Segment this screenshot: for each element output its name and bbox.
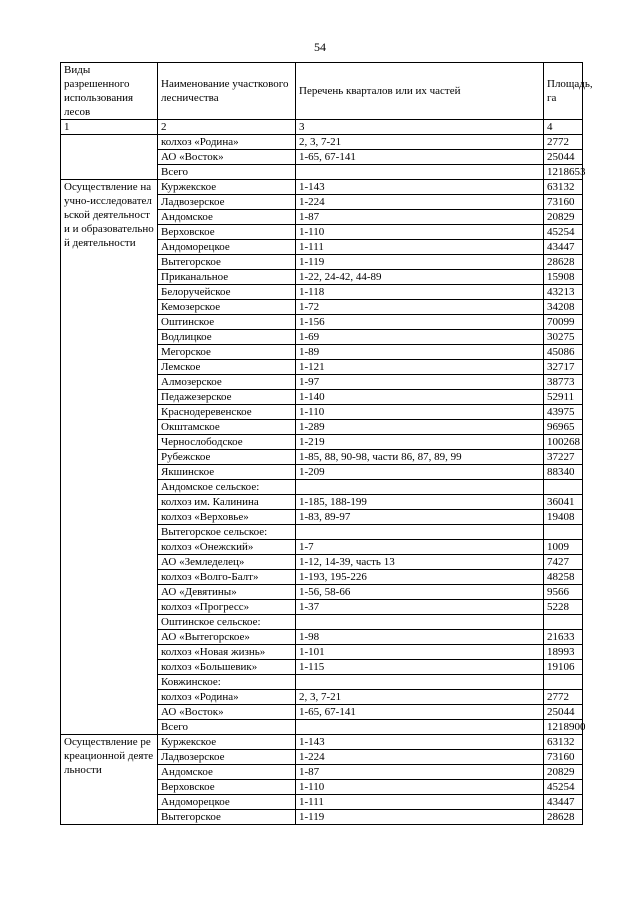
area-cell: 30275	[544, 330, 583, 345]
area-cell: 37227	[544, 450, 583, 465]
area-cell: 43447	[544, 795, 583, 810]
district-cell: Верховское	[158, 780, 296, 795]
district-cell: Всего	[158, 165, 296, 180]
quarters-cell	[296, 675, 544, 690]
quarters-cell: 1-85, 88, 90-98, части 86, 87, 89, 99	[296, 450, 544, 465]
district-cell: колхоз «Прогресс»	[158, 600, 296, 615]
quarters-cell: 1-83, 89-97	[296, 510, 544, 525]
area-cell: 43213	[544, 285, 583, 300]
quarters-cell	[296, 165, 544, 180]
table-row	[61, 735, 583, 750]
area-cell	[544, 525, 583, 540]
area-cell: 73160	[544, 750, 583, 765]
district-cell: Куржекское	[158, 735, 296, 750]
district-cell: колхоз «Новая жизнь»	[158, 645, 296, 660]
header-quarters: Перечень кварталов или их частей	[296, 63, 544, 120]
district-cell: колхоз «Волго-Балт»	[158, 570, 296, 585]
area-cell: 1009	[544, 540, 583, 555]
quarters-cell: 1-65, 67-141	[296, 705, 544, 720]
district-cell: Рубежское	[158, 450, 296, 465]
quarters-cell: 1-110	[296, 225, 544, 240]
quarters-cell: 2, 3, 7-21	[296, 135, 544, 150]
quarters-cell: 1-156	[296, 315, 544, 330]
quarters-cell: 1-224	[296, 750, 544, 765]
area-cell: 21633	[544, 630, 583, 645]
quarters-cell: 1-115	[296, 660, 544, 675]
district-cell: Верховское	[158, 225, 296, 240]
quarters-cell: 1-87	[296, 765, 544, 780]
quarters-cell: 1-121	[296, 360, 544, 375]
quarters-cell: 1-193, 195-226	[296, 570, 544, 585]
area-cell: 96965	[544, 420, 583, 435]
area-cell: 25044	[544, 150, 583, 165]
use-type-cell	[61, 135, 158, 180]
area-cell: 1218653	[544, 165, 583, 180]
district-cell: Оштинское сельское:	[158, 615, 296, 630]
district-cell: колхоз «Родина»	[158, 135, 296, 150]
area-cell: 32717	[544, 360, 583, 375]
area-cell: 25044	[544, 705, 583, 720]
area-cell: 9566	[544, 585, 583, 600]
area-cell: 45254	[544, 780, 583, 795]
quarters-cell: 1-7	[296, 540, 544, 555]
area-cell: 70099	[544, 315, 583, 330]
area-cell: 52911	[544, 390, 583, 405]
district-cell: колхоз «Большевик»	[158, 660, 296, 675]
area-cell: 45086	[544, 345, 583, 360]
district-cell: Вытегорское сельское:	[158, 525, 296, 540]
column-number: 2	[158, 120, 296, 135]
use-type-cell: Осуществление научно-исследовательской деятельности и образовательной деятельности	[61, 180, 158, 735]
quarters-cell: 1-111	[296, 240, 544, 255]
district-cell: Андоморецкое	[158, 240, 296, 255]
district-cell: Водлицкое	[158, 330, 296, 345]
district-cell: Окштамское	[158, 420, 296, 435]
district-cell: Чернослободское	[158, 435, 296, 450]
district-cell: Андомское	[158, 210, 296, 225]
table-header-row	[61, 63, 583, 120]
quarters-cell: 1-98	[296, 630, 544, 645]
district-cell: колхоз «Онежский»	[158, 540, 296, 555]
column-number: 1	[61, 120, 158, 135]
district-cell: АО «Вытегорское»	[158, 630, 296, 645]
district-cell: колхоз «Родина»	[158, 690, 296, 705]
area-cell: 19106	[544, 660, 583, 675]
quarters-cell: 1-111	[296, 795, 544, 810]
district-cell: Ковжинское:	[158, 675, 296, 690]
quarters-cell	[296, 720, 544, 735]
quarters-cell: 1-140	[296, 390, 544, 405]
district-cell: колхоз им. Калинина	[158, 495, 296, 510]
quarters-cell: 1-119	[296, 810, 544, 825]
area-cell	[544, 480, 583, 495]
quarters-cell: 1-22, 24-42, 44-89	[296, 270, 544, 285]
area-cell: 5228	[544, 600, 583, 615]
district-cell: Белоручейское	[158, 285, 296, 300]
district-cell: Андоморецкое	[158, 795, 296, 810]
area-cell: 36041	[544, 495, 583, 510]
district-cell: Андомское сельское:	[158, 480, 296, 495]
area-cell: 18993	[544, 645, 583, 660]
district-cell: Алмозерское	[158, 375, 296, 390]
quarters-cell: 1-72	[296, 300, 544, 315]
district-cell: Ладвозерское	[158, 195, 296, 210]
district-cell: Куржекское	[158, 180, 296, 195]
quarters-cell	[296, 615, 544, 630]
area-cell: 1218900	[544, 720, 583, 735]
quarters-cell	[296, 480, 544, 495]
column-number: 4	[544, 120, 583, 135]
quarters-cell: 1-143	[296, 735, 544, 750]
quarters-cell: 1-87	[296, 210, 544, 225]
district-cell: АО «Земледелец»	[158, 555, 296, 570]
quarters-cell: 1-37	[296, 600, 544, 615]
quarters-cell: 1-12, 14-39, часть 13	[296, 555, 544, 570]
area-cell: 48258	[544, 570, 583, 585]
district-cell: Андомское	[158, 765, 296, 780]
table-row	[61, 135, 583, 150]
district-cell: Ладвозерское	[158, 750, 296, 765]
district-cell: АО «Девятины»	[158, 585, 296, 600]
area-cell: 43975	[544, 405, 583, 420]
area-cell: 15908	[544, 270, 583, 285]
column-number: 3	[296, 120, 544, 135]
quarters-cell: 1-289	[296, 420, 544, 435]
header-district: Наименование участкового лесничества	[158, 63, 296, 120]
quarters-cell: 1-56, 58-66	[296, 585, 544, 600]
district-cell: Якшинское	[158, 465, 296, 480]
quarters-cell: 1-65, 67-141	[296, 150, 544, 165]
quarters-cell: 1-69	[296, 330, 544, 345]
area-cell: 100268	[544, 435, 583, 450]
district-cell: Педажезерское	[158, 390, 296, 405]
quarters-cell: 1-89	[296, 345, 544, 360]
quarters-cell: 1-119	[296, 255, 544, 270]
quarters-cell: 1-185, 188-199	[296, 495, 544, 510]
quarters-cell: 1-224	[296, 195, 544, 210]
area-cell: 19408	[544, 510, 583, 525]
area-cell: 63132	[544, 735, 583, 750]
area-cell: 28628	[544, 810, 583, 825]
page-number: 54	[314, 40, 326, 54]
area-cell: 63132	[544, 180, 583, 195]
column-number-row	[61, 120, 583, 135]
area-cell: 20829	[544, 765, 583, 780]
table-row	[61, 180, 583, 195]
district-cell: Всего	[158, 720, 296, 735]
area-cell: 88340	[544, 465, 583, 480]
quarters-cell: 1-118	[296, 285, 544, 300]
district-cell: Вытегорское	[158, 810, 296, 825]
area-cell: 45254	[544, 225, 583, 240]
quarters-cell: 1-101	[296, 645, 544, 660]
district-cell: Кемозерское	[158, 300, 296, 315]
area-cell: 73160	[544, 195, 583, 210]
district-cell: Вытегорское	[158, 255, 296, 270]
area-cell: 28628	[544, 255, 583, 270]
header-area: Площадь, га	[544, 63, 583, 120]
district-cell: АО «Восток»	[158, 150, 296, 165]
area-cell: 2772	[544, 135, 583, 150]
quarters-cell	[296, 525, 544, 540]
area-cell: 2772	[544, 690, 583, 705]
area-cell: 20829	[544, 210, 583, 225]
forest-use-table	[60, 62, 593, 825]
quarters-cell: 2, 3, 7-21	[296, 690, 544, 705]
area-cell: 34208	[544, 300, 583, 315]
area-cell: 7427	[544, 555, 583, 570]
area-cell: 43447	[544, 240, 583, 255]
district-cell: Оштинское	[158, 315, 296, 330]
district-cell: Краснодеревенское	[158, 405, 296, 420]
quarters-cell: 1-219	[296, 435, 544, 450]
use-type-cell: Осуществление рекреационной деятельности	[61, 735, 158, 825]
area-cell	[544, 675, 583, 690]
quarters-cell: 1-110	[296, 405, 544, 420]
header-use-type: Виды разрешенного использования лесов	[61, 63, 158, 120]
district-cell: Мегорское	[158, 345, 296, 360]
district-cell: АО «Восток»	[158, 705, 296, 720]
quarters-cell: 1-97	[296, 375, 544, 390]
area-cell: 38773	[544, 375, 583, 390]
quarters-cell: 1-143	[296, 180, 544, 195]
quarters-cell: 1-110	[296, 780, 544, 795]
district-cell: Приканальное	[158, 270, 296, 285]
area-cell	[544, 615, 583, 630]
district-cell: колхоз «Верховье»	[158, 510, 296, 525]
quarters-cell: 1-209	[296, 465, 544, 480]
district-cell: Лемское	[158, 360, 296, 375]
